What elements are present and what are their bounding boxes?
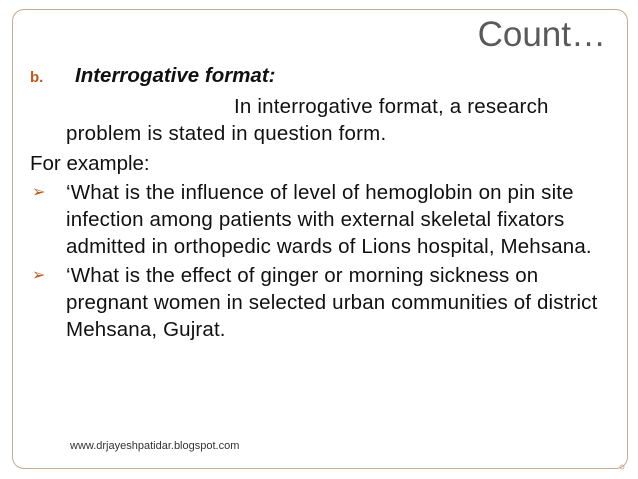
example-label: For example: <box>30 152 150 175</box>
bullet-item <box>30 262 620 343</box>
slide-number-mark-icon <box>619 464 625 470</box>
arrow-bullet-icon: ➢ <box>32 184 46 201</box>
bullet-item <box>30 179 620 260</box>
section-heading-line <box>30 62 620 91</box>
slide-content <box>30 62 620 343</box>
bullet-text: ‘What is the influence of level of hemoglobin on pin site infection among patients with external skeletal fixators admitted in orthopedic wards of Lions hospital, Mehsana. <box>66 181 592 258</box>
arrow-bullet-icon: ➢ <box>32 267 46 284</box>
section-letter: b. <box>30 69 44 86</box>
definition-paragraph: In interrogative format, a research problem is stated in question form. <box>66 95 549 145</box>
slide-title: Count… <box>477 15 606 54</box>
section-heading: Interrogative format: <box>75 64 276 87</box>
bullet-text: ‘What is the effect of ginger or morning sickness on pregnant women in selected urban communities of district Mehsana, Gujrat. <box>66 264 598 341</box>
footer-url: www.drjayeshpatidar.blogspot.com <box>70 440 240 452</box>
